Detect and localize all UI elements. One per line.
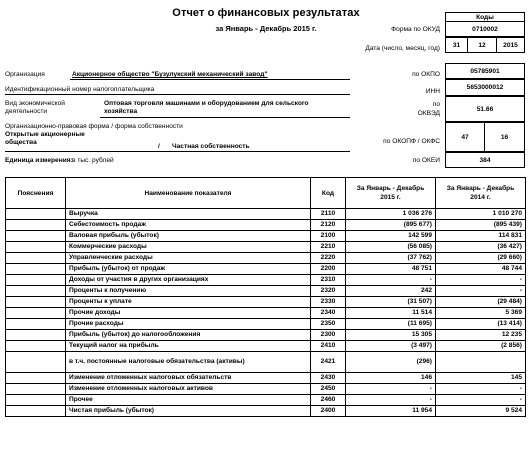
okopf-label: по ОКОПФ / ОКФС: [383, 138, 440, 145]
row-name: в т.ч. постоянные налоговые обязательства (активы): [66, 352, 311, 373]
row-name: Прочее: [66, 395, 311, 406]
row-current: (895 677): [346, 220, 436, 231]
row-current: 242: [346, 286, 436, 297]
row-code: 2320: [311, 286, 346, 297]
okei-label: по ОКЕИ: [412, 157, 440, 164]
table-row: [6, 253, 526, 264]
row-code: 2430: [311, 373, 346, 384]
row-current: (37 762): [346, 253, 436, 264]
notes-cell: [6, 231, 66, 242]
row-name: Прочие расходы: [66, 319, 311, 330]
table-row: [6, 330, 526, 341]
notes-cell: [6, 341, 66, 352]
row-previous: 145: [436, 373, 526, 384]
row-current: (11 695): [346, 319, 436, 330]
col-current: За Январь - Декабрь 2015 г.: [346, 178, 436, 209]
notes-cell: [6, 275, 66, 286]
row-current: -: [346, 275, 436, 286]
col-notes: Пояснения: [6, 178, 66, 209]
notes-cell: [6, 253, 66, 264]
row-previous: -: [436, 275, 526, 286]
row-code: 2220: [311, 253, 346, 264]
row-previous: 114 831: [436, 231, 526, 242]
financial-results-table: [5, 177, 526, 417]
row-name: Выручка: [66, 209, 311, 220]
row-code: 2410: [311, 341, 346, 352]
form-value-1a: Открытые акционерные: [5, 131, 85, 138]
okved-value: 51.66: [445, 96, 525, 122]
row-previous: (36 427): [436, 242, 526, 253]
row-name: Прибыль (убыток) от продаж: [66, 264, 311, 275]
row-previous: (895 439): [436, 220, 526, 231]
row-name: Управленческие расходы: [66, 253, 311, 264]
table-row: [6, 286, 526, 297]
table-row: [6, 395, 526, 406]
notes-cell: [6, 264, 66, 275]
table-row: [6, 209, 526, 220]
row-previous: 9 524: [436, 406, 526, 417]
date-month: 12: [467, 37, 497, 53]
row-name: Чистая прибыль (убыток): [66, 406, 311, 417]
row-code: 2120: [311, 220, 346, 231]
notes-cell: [6, 209, 66, 220]
row-current: 1 036 276: [346, 209, 436, 220]
row-previous: -: [436, 384, 526, 395]
codes-header: Коды: [445, 12, 525, 22]
row-current: 146: [346, 373, 436, 384]
table-row: [6, 319, 526, 330]
notes-cell: [6, 308, 66, 319]
row-previous: (2 856): [436, 341, 526, 352]
date-label: Дата (число, месяц, год): [365, 45, 440, 52]
okud-label: Форма по ОКУД: [391, 26, 440, 33]
row-current: -: [346, 384, 436, 395]
date-year: 2015: [496, 37, 525, 53]
org-label: Организация: [5, 71, 45, 78]
row-name: Доходы от участия в других организациях: [66, 275, 311, 286]
row-code: 2330: [311, 297, 346, 308]
row-previous: 12 235: [436, 330, 526, 341]
row-code: 2460: [311, 395, 346, 406]
table-row: [6, 406, 526, 417]
notes-cell: [6, 395, 66, 406]
row-name: Проценты к получению: [66, 286, 311, 297]
table-row: [6, 242, 526, 253]
okopf-value: 47: [445, 122, 485, 152]
row-code: 2200: [311, 264, 346, 275]
row-code: 2110: [311, 209, 346, 220]
units-label: Единица измерения:: [5, 157, 73, 164]
row-current: 11 514: [346, 308, 436, 319]
col-previous: За Январь - Декабрь 2014 г.: [436, 178, 526, 209]
row-code: 2100: [311, 231, 346, 242]
row-name: Текущий налог на прибыль: [66, 341, 311, 352]
org-value: Акционерное общество "Бузулукский механический завод": [72, 71, 268, 78]
row-name: Себестоимость продаж: [66, 220, 311, 231]
row-code: 2300: [311, 330, 346, 341]
row-current: 142 599: [346, 231, 436, 242]
inn-row-label: Идентификационный номер налогоплательщика: [5, 86, 155, 93]
row-current: 15 305: [346, 330, 436, 341]
row-code: 2421: [311, 352, 346, 373]
row-code: 2400: [311, 406, 346, 417]
table-row: [6, 231, 526, 242]
row-current: (31 507): [346, 297, 436, 308]
table-row: [6, 264, 526, 275]
row-current: (296): [346, 352, 436, 373]
form-value-2: Частная собственность: [172, 143, 250, 150]
report-title: Отчет о финансовых результатах: [172, 7, 360, 19]
row-previous: -: [436, 395, 526, 406]
inn-label: ИНН: [425, 88, 440, 95]
row-name: Изменение отложенных налоговых обязательств: [66, 373, 311, 384]
activity-value-1: Оптовая торговля машинами и оборудованием для сельского: [104, 100, 309, 107]
row-previous: 1 010 270: [436, 209, 526, 220]
okud-value: 0710002: [445, 21, 525, 37]
row-previous: -: [436, 286, 526, 297]
row-code: 2340: [311, 308, 346, 319]
units-value: в тыс. рублей: [72, 157, 114, 164]
row-current: (3 497): [346, 341, 436, 352]
okfs-value: 16: [484, 122, 525, 152]
notes-cell: [6, 352, 66, 373]
row-name: Прочие доходы: [66, 308, 311, 319]
row-name: Прибыль (убыток) до налогообложения: [66, 330, 311, 341]
row-current: (56 085): [346, 242, 436, 253]
notes-cell: [6, 406, 66, 417]
table-row: [6, 220, 526, 231]
okpo-label: по ОКПО: [412, 71, 440, 78]
notes-cell: [6, 330, 66, 341]
row-code: 2450: [311, 384, 346, 395]
activity-label-2: деятельности: [5, 108, 48, 115]
row-previous: (29 660): [436, 253, 526, 264]
table-row: [6, 341, 526, 352]
row-name: Валовая прибыль (убыток): [66, 231, 311, 242]
row-name: Коммерческие расходы: [66, 242, 311, 253]
form-sep: /: [158, 143, 160, 150]
table-row: [6, 308, 526, 319]
notes-cell: [6, 286, 66, 297]
row-previous: 48 744: [436, 264, 526, 275]
form-value-1b: общества: [5, 139, 37, 146]
col-name: Наименование показателя: [66, 178, 311, 209]
table-row: [6, 384, 526, 395]
table-row: [6, 352, 526, 373]
row-code: 2350: [311, 319, 346, 330]
row-current: 48 751: [346, 264, 436, 275]
row-code: 2210: [311, 242, 346, 253]
activity-value-2: хозяйства: [104, 108, 138, 115]
notes-cell: [6, 220, 66, 231]
notes-cell: [6, 297, 66, 308]
okei-value: 384: [445, 152, 525, 168]
row-name: Изменение отложенных налоговых активов: [66, 384, 311, 395]
notes-cell: [6, 373, 66, 384]
row-previous: (29 484): [436, 297, 526, 308]
date-day: 31: [445, 37, 468, 53]
row-current: 11 954: [346, 406, 436, 417]
report-period: за Январь - Декабрь 2015 г.: [215, 24, 317, 33]
table-row: [6, 373, 526, 384]
okpo-value: 05785901: [445, 63, 525, 79]
notes-cell: [6, 319, 66, 330]
table-row: [6, 297, 526, 308]
inn-value: 5653000012: [445, 79, 525, 96]
table-row: [6, 275, 526, 286]
okved-label-1: по: [432, 101, 440, 108]
row-previous: (13 414): [436, 319, 526, 330]
row-previous: 5 369: [436, 308, 526, 319]
form-label: Организационно-правовая форма / форма собственности: [5, 123, 183, 130]
activity-label-1: Вид экономической: [5, 100, 65, 107]
notes-cell: [6, 242, 66, 253]
okved-label-2: ОКВЭД: [417, 110, 440, 117]
row-name: Проценты к уплате: [66, 297, 311, 308]
col-code: Код: [311, 178, 346, 209]
row-current: -: [346, 395, 436, 406]
row-previous: [436, 352, 526, 373]
notes-cell: [6, 384, 66, 395]
row-code: 2310: [311, 275, 346, 286]
